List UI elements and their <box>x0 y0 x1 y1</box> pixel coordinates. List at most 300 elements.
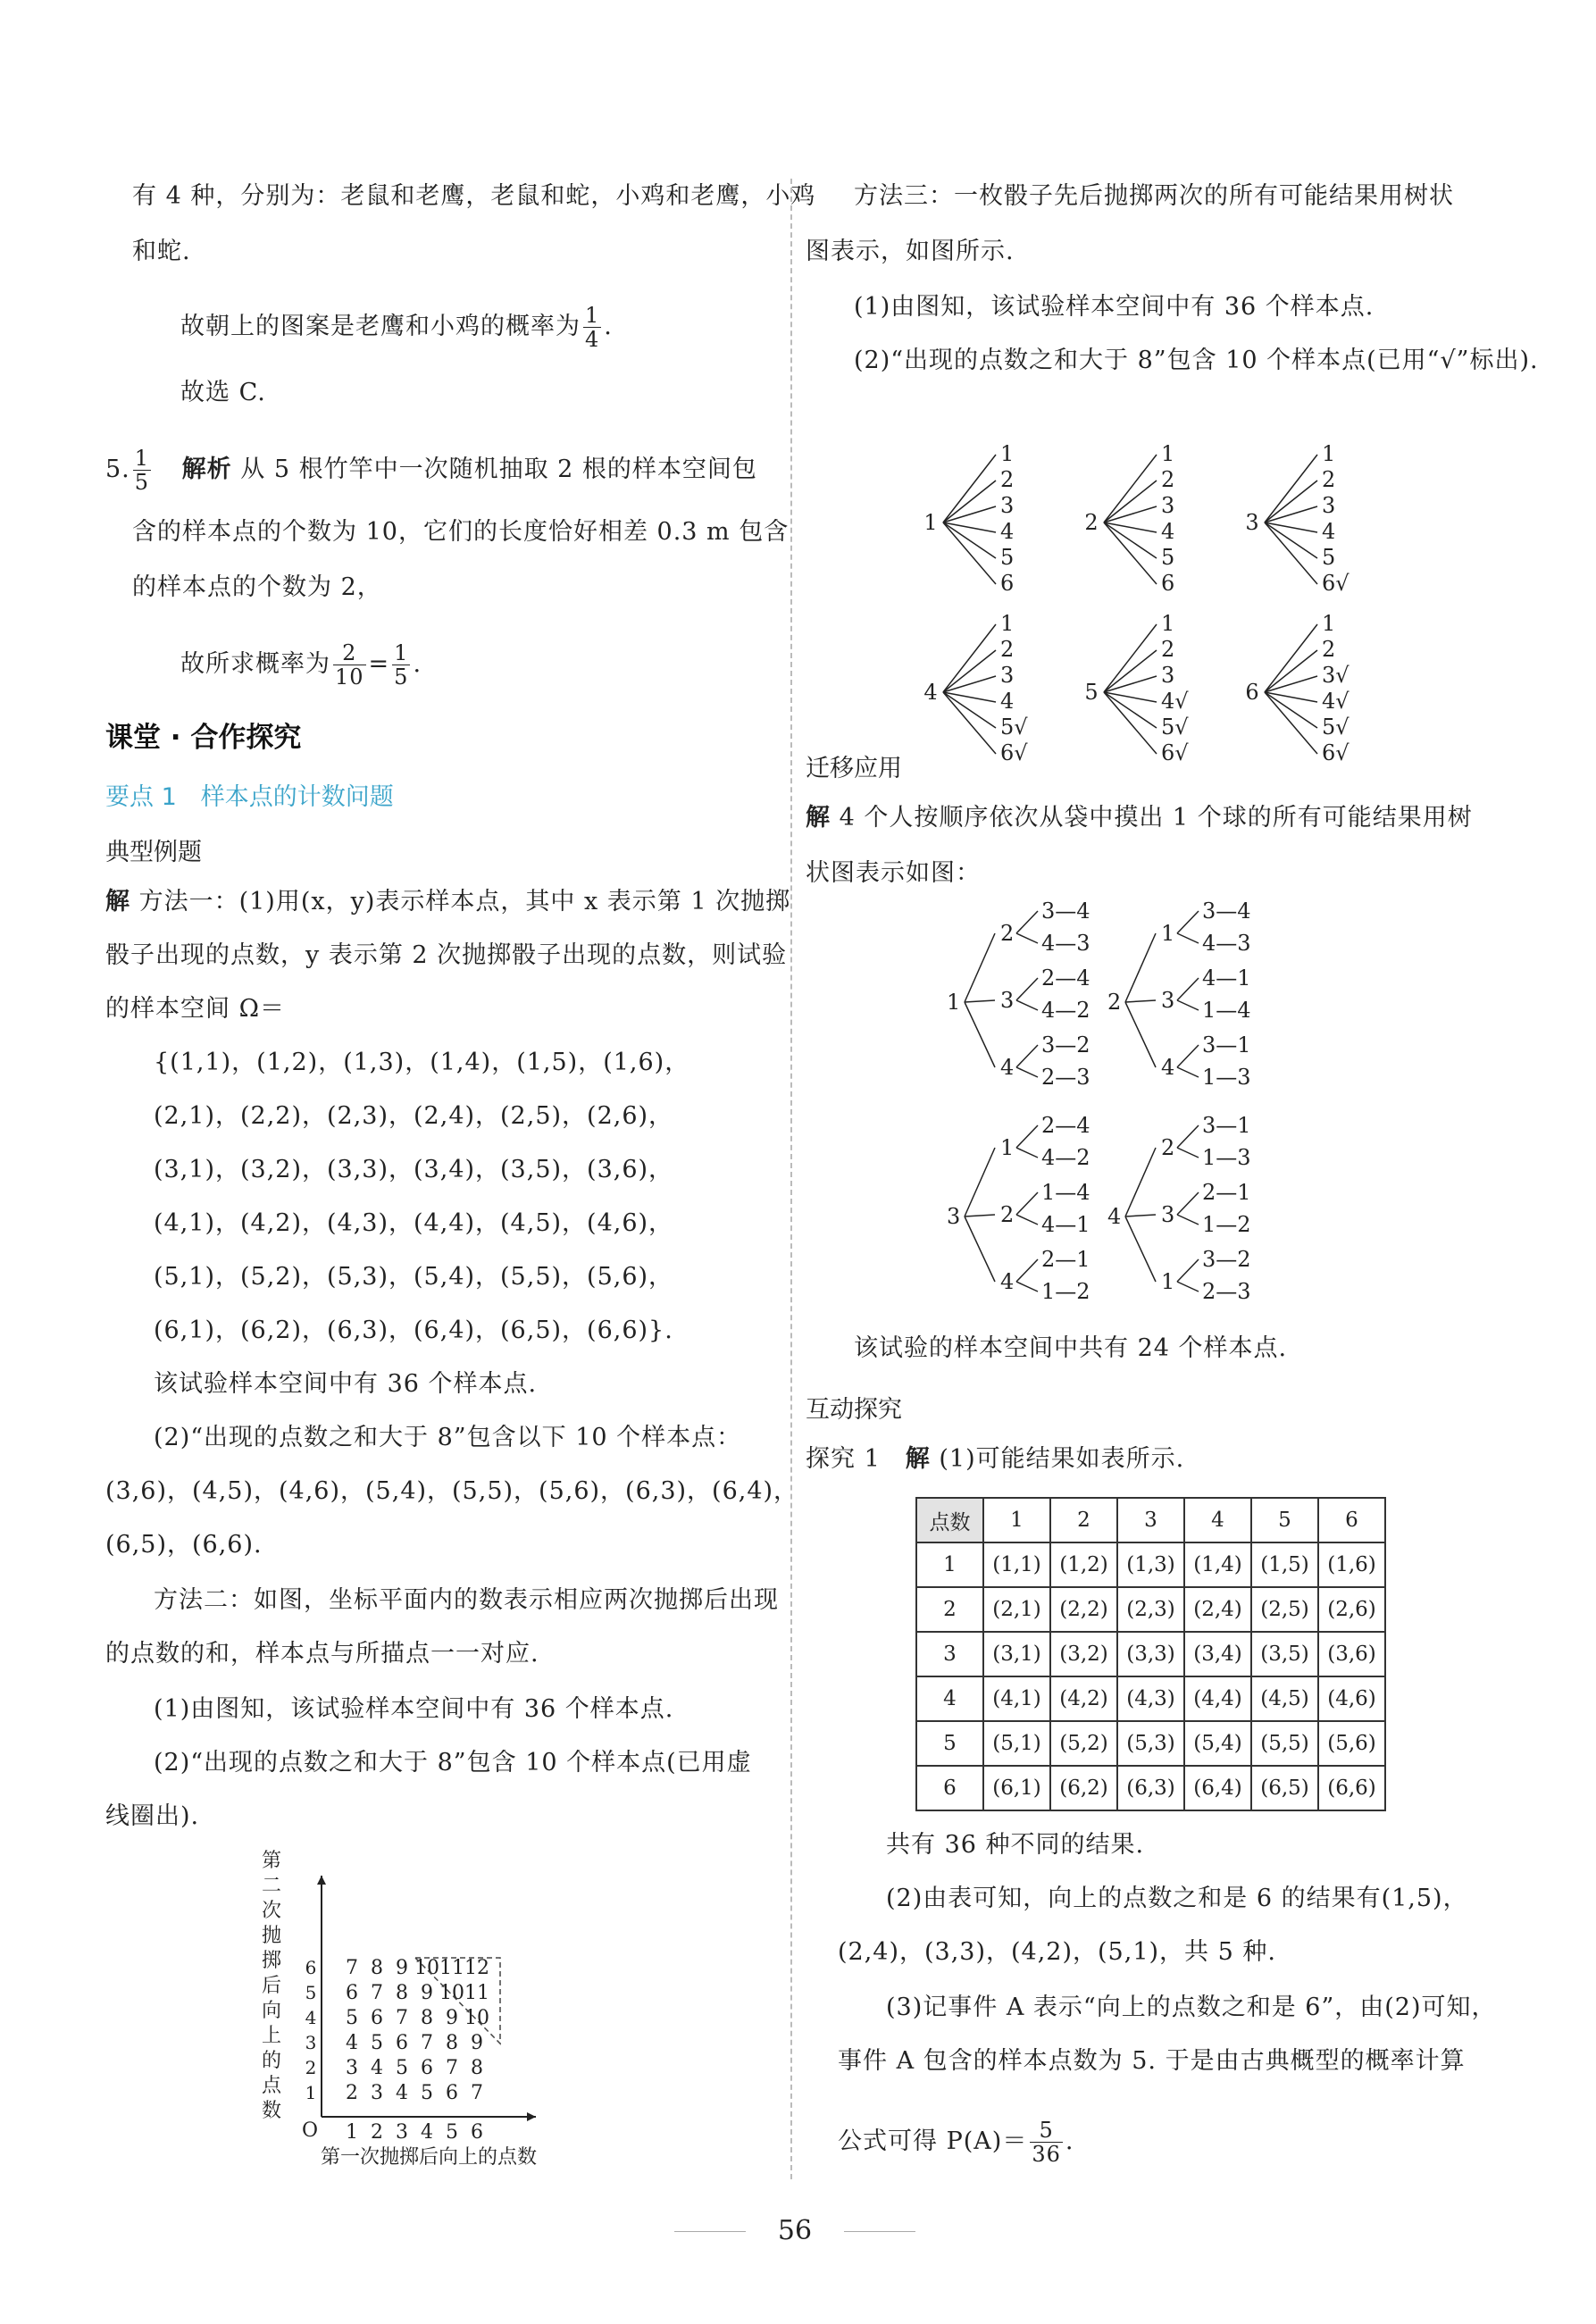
sum-value: 4 <box>371 2057 383 2079</box>
text-line: 故朝上的图案是老鹰和小鸡的概率为 $\frac{1}{4}$ . <box>180 303 613 352</box>
tree-leaf: 4—1 <box>1202 966 1251 991</box>
tree-leaf: 3 <box>1161 493 1175 518</box>
tree-branch <box>1016 1045 1038 1067</box>
tree-branch <box>1177 1192 1199 1215</box>
table-cell: (4,6) <box>1318 1676 1385 1721</box>
table-cell: (1,2) <box>1050 1542 1117 1587</box>
tree-leaf: 5√ <box>1000 715 1028 740</box>
text-line: (1)由图知，该试验样本空间中有 36 个样本点. <box>154 1695 674 1723</box>
tree-leaf: 1—2 <box>1202 1212 1251 1237</box>
tree-branch <box>1125 1215 1156 1216</box>
tree-branch <box>1016 1259 1038 1282</box>
tree-leaf: 3—4 <box>1202 899 1251 924</box>
tree-branch <box>1104 481 1157 522</box>
tree-leaf: 5 <box>1161 545 1175 570</box>
sum-value: 6 <box>371 2007 383 2029</box>
tree-branch <box>1265 506 1317 522</box>
sum-value: 3 <box>346 2057 358 2079</box>
text-line: (2)由表可知，向上的点数之和是 6 的结果有(1,5)， <box>886 1885 1468 1912</box>
tree-node: 3 <box>1161 988 1175 1013</box>
tree-node: 2 <box>1000 921 1015 946</box>
table-cell: (2,4) <box>1184 1587 1251 1632</box>
sum-value: 8 <box>471 2057 483 2079</box>
tree-root: 4 <box>1107 1204 1122 1229</box>
row-header: 5 <box>916 1721 983 1766</box>
text-line: (2)“出现的点数之和大于 8”包含 10 个样本点(已用虚 <box>154 1749 752 1776</box>
tree-branch <box>1265 650 1317 692</box>
tree-branch <box>1177 1259 1199 1282</box>
tree-root: 1 <box>947 990 961 1015</box>
text-line: 的点数的和，样本点与所描点一一对应. <box>105 1640 539 1668</box>
tree-leaf: 1 <box>1322 611 1336 636</box>
tree-leaf: 2 <box>1161 637 1175 662</box>
sum-value: 9 <box>446 2007 458 2029</box>
table-cell: (6,4) <box>1184 1766 1251 1810</box>
sum-value: 7 <box>471 2082 483 2104</box>
table-cell: (5,3) <box>1117 1721 1184 1766</box>
tree-branch <box>1177 911 1199 933</box>
text-line: 解 4 个人按顺序依次从袋中摸出 1 个球的所有可能结果用树 <box>806 804 1473 832</box>
tree-leaf: 3—1 <box>1202 1032 1251 1058</box>
sum-value: 4 <box>396 2082 408 2104</box>
tree-branch <box>965 1215 995 1216</box>
table-header-row <box>916 1498 1385 1542</box>
fraction: $\frac{5}{36}$ <box>1032 2118 1061 2167</box>
tree-branch <box>1125 1000 1156 1002</box>
fraction: $\frac{1}{5}$ <box>394 640 409 690</box>
row-header: 2 <box>916 1587 983 1632</box>
tree-leaf: 2 <box>1000 467 1015 492</box>
row-header: 1 <box>916 1542 983 1587</box>
sum-value: 5 <box>371 2032 383 2054</box>
x-tick-label: 1 <box>346 2121 358 2144</box>
tree-leaf: 6√ <box>1322 571 1349 596</box>
perm-tree <box>947 899 1090 1090</box>
tree-branch <box>1016 1148 1038 1158</box>
table-cell: (2,6) <box>1318 1587 1385 1632</box>
x-tick-label: 4 <box>421 2121 433 2144</box>
text-line: 探究 1 解 (1)可能结果如表所示. <box>806 1445 1185 1473</box>
tree-node: 4 <box>1161 1055 1175 1080</box>
sum-grid-figure <box>259 1849 616 2170</box>
tree-leaf: 1 <box>1161 441 1175 466</box>
interactive-title: 互动探究 <box>806 1396 902 1424</box>
tree-leaf: 6√ <box>1322 740 1349 765</box>
tree-leaf: 4 <box>1000 689 1015 714</box>
tree-branch <box>1104 650 1157 692</box>
table-cell: (2,5) <box>1251 1587 1318 1632</box>
table-cell: (3,4) <box>1184 1632 1251 1676</box>
table-corner: 点数 <box>916 1498 983 1542</box>
tree-leaf: 2—4 <box>1041 966 1090 991</box>
column-header: 3 <box>1117 1498 1184 1542</box>
tree-leaf: 4 <box>1322 519 1336 544</box>
text-line: (3)记事件 A 表示“向上的点数之和是 6”，由(2)可知， <box>886 1994 1497 2021</box>
text: 故朝上的图案是老鹰和小鸡的概率为 <box>180 313 581 340</box>
tree-node: 2 <box>1000 1202 1015 1227</box>
tree-leaf: 1—3 <box>1202 1065 1251 1090</box>
tree-leaf: 3—4 <box>1041 899 1090 924</box>
sum-value: 5 <box>421 2082 433 2104</box>
tree-leaf: 1—2 <box>1041 1279 1090 1304</box>
table-cell: (6,5) <box>1251 1766 1318 1810</box>
text-line: 骰子出现的点数，y 表示第 2 次抛掷骰子出现的点数，则试验 <box>105 941 788 969</box>
tree-branch <box>1016 1192 1038 1215</box>
tree-leaf: 2—4 <box>1041 1113 1090 1138</box>
text-line: 线圈出). <box>105 1802 200 1830</box>
tree-branch <box>965 933 995 1002</box>
dice-tree-diagram <box>911 393 1411 765</box>
table-cell: (5,2) <box>1050 1721 1117 1766</box>
jie-label: 解 <box>806 804 831 832</box>
tree-leaf: 4—3 <box>1041 931 1090 956</box>
y-axis-label: 向 <box>261 2000 282 2022</box>
tree-branch <box>1265 481 1317 522</box>
tree-leaf: 2—3 <box>1041 1065 1090 1090</box>
tree-leaf: 4√ <box>1161 689 1189 714</box>
fraction: $\frac{1}{5}$ <box>134 446 150 495</box>
tree-branch <box>1177 1000 1199 1010</box>
y-axis-label: 第 <box>261 1850 282 1872</box>
tree-branch <box>1177 1282 1199 1292</box>
table-cell: (6,3) <box>1117 1766 1184 1810</box>
tree-leaf: 2—3 <box>1202 1279 1251 1304</box>
transfer-title: 迁移应用 <box>806 755 902 782</box>
tree-leaf: 3—2 <box>1041 1032 1090 1058</box>
table-cell: (2,1) <box>983 1587 1050 1632</box>
jiexi-label: 解析 <box>181 456 232 483</box>
y-tick-label: 3 <box>305 2032 317 2053</box>
tree-branch <box>1177 1045 1199 1067</box>
permutation-tree-diagram <box>929 899 1429 1322</box>
tree-leaf: 2—1 <box>1041 1247 1090 1272</box>
tree-leaf: 6√ <box>1161 740 1189 765</box>
tree-branch <box>1016 978 1038 1000</box>
tree-node: 1 <box>1000 1135 1015 1160</box>
tree-branch <box>1265 676 1317 692</box>
sum-value: 8 <box>371 1957 383 1979</box>
table-cell: (3,2) <box>1050 1632 1117 1676</box>
omega-row: (2,1)，(2,2)，(2,3)，(2,4)，(2,5)，(2,6)， <box>154 1102 674 1130</box>
tree-leaf: 3 <box>1000 663 1015 688</box>
text-line: 解 方法一：(1)用(x，y)表示样本点，其中 x 表示第 1 次抛掷 <box>105 888 791 915</box>
tree-branch <box>1265 455 1317 522</box>
question-5-line: 5. $\frac{1}{5}$ 解析 从 5 根竹竿中一次随机抽取 2 根的样本空间包 <box>105 446 757 495</box>
tree-branch <box>965 1148 995 1216</box>
text-line: 状图表示如图： <box>806 859 981 887</box>
sum-value: 7 <box>371 1982 383 2004</box>
tree-leaf: 4√ <box>1322 689 1349 714</box>
text-line: 该试验的样本空间中共有 24 个样本点. <box>854 1334 1288 1362</box>
dice-tree <box>923 441 1014 596</box>
table-cell: (2,2) <box>1050 1587 1117 1632</box>
table-cell: (4,5) <box>1251 1676 1318 1721</box>
table-cell: (5,5) <box>1251 1721 1318 1766</box>
tree-leaf: 5√ <box>1322 715 1349 740</box>
y-axis-label: 点 <box>261 2075 282 2097</box>
tree-leaf: 1—3 <box>1202 1145 1251 1170</box>
tree-branch <box>1016 1125 1038 1148</box>
tree-branch <box>1177 1215 1199 1225</box>
row-header: 4 <box>916 1676 983 1721</box>
point-title: 要点 1 样本点的计数问题 <box>105 783 394 811</box>
sum-value: 11 <box>439 1957 464 1979</box>
tree-branch <box>943 624 996 692</box>
tree-root: 3 <box>1245 510 1259 535</box>
y-axis-label: 抛 <box>261 1925 282 1947</box>
omega-row: (4,1)，(4,2)，(4,3)，(4,4)，(4,5)，(4,6)， <box>154 1209 674 1237</box>
x-arrow <box>527 2112 536 2121</box>
omega-row: (6,1)，(6,2)，(6,3)，(6,4)，(6,5)，(6,6)}. <box>154 1317 673 1344</box>
tree-leaf: 6 <box>1000 571 1015 596</box>
sum-value: 10 <box>439 1982 464 2004</box>
perm-tree <box>1107 899 1251 1090</box>
tree-leaf: 2 <box>1000 637 1015 662</box>
tree-branch <box>1125 1148 1156 1216</box>
tree-branch <box>1104 624 1157 692</box>
text-line: 故所求概率为 $\frac{2}{10}$ = $\frac{1}{5}$ . <box>180 640 422 690</box>
sum-value: 12 <box>464 1957 489 1979</box>
table-cell: (1,1) <box>983 1542 1050 1587</box>
table-cell: (5,4) <box>1184 1721 1251 1766</box>
dice-tree <box>1245 441 1349 596</box>
table-row <box>916 1632 1385 1676</box>
table-cell: (6,2) <box>1050 1766 1117 1810</box>
text-line: 该试验样本空间中有 36 个样本点. <box>154 1370 538 1398</box>
sum-value: 2 <box>346 2082 358 2104</box>
tree-leaf: 2 <box>1322 467 1336 492</box>
sum-value: 8 <box>421 2007 433 2029</box>
column-header: 4 <box>1184 1498 1251 1542</box>
table-cell: (2,3) <box>1117 1587 1184 1632</box>
table-cell: (3,5) <box>1251 1632 1318 1676</box>
tree-branch <box>1016 1067 1038 1077</box>
text-line: 事件 A 包含的样本点数为 5. 于是由古典概型的概率计算 <box>838 2047 1466 2075</box>
text-line: (2)“出现的点数之和大于 8”包含以下 10 个样本点： <box>154 1424 742 1451</box>
tree-leaf: 4 <box>1000 519 1015 544</box>
column-divider <box>790 179 792 2179</box>
tree-root: 5 <box>1084 680 1099 705</box>
x-axis-label: 第一次抛掷后向上的点数 <box>320 2146 538 2169</box>
text-line: 的样本空间 Ω＝ <box>105 995 285 1023</box>
tree-leaf: 1—4 <box>1202 998 1251 1023</box>
tree-leaf: 1 <box>1322 441 1336 466</box>
sum-value: 6 <box>396 2032 408 2054</box>
tree-branch <box>1016 911 1038 933</box>
omega-row: (5,1)，(5,2)，(5,3)，(5,4)，(5,5)，(5,6)， <box>154 1263 674 1291</box>
column-header: 1 <box>983 1498 1050 1542</box>
table-cell: (6,6) <box>1318 1766 1385 1810</box>
tree-leaf: 4 <box>1161 519 1175 544</box>
x-tick-label: 3 <box>396 2121 408 2144</box>
dice-tree <box>1084 441 1174 596</box>
tree-branch <box>943 455 996 522</box>
tree-leaf: 1 <box>1000 611 1015 636</box>
tree-branch <box>943 650 996 692</box>
tree-leaf: 5 <box>1000 545 1015 570</box>
tree-root: 2 <box>1107 990 1122 1015</box>
tree-leaf: 2—1 <box>1202 1180 1251 1205</box>
tree-branch <box>1125 1216 1156 1282</box>
text-line: 的样本点的个数为 2， <box>132 573 382 601</box>
tree-node: 3 <box>1000 988 1015 1013</box>
y-tick-label: 5 <box>305 1982 317 2003</box>
text-line: 方法二：如图，坐标平面内的数表示相应两次抛掷后出现 <box>154 1586 779 1614</box>
tree-leaf: 5√ <box>1161 715 1189 740</box>
sum-value: 6 <box>346 1982 358 2004</box>
y-axis-label: 的 <box>261 2050 282 2072</box>
tree-leaf: 6√ <box>1000 740 1028 765</box>
sum-value: 9 <box>396 1957 408 1979</box>
tree-leaf: 1 <box>1000 441 1015 466</box>
table-cell: (4,1) <box>983 1676 1050 1721</box>
text-line: 共有 36 种不同的结果. <box>886 1831 1145 1859</box>
column-header: 5 <box>1251 1498 1318 1542</box>
text-line: (6,5)，(6,6). <box>105 1531 263 1559</box>
sum-value: 7 <box>446 2057 458 2079</box>
tree-branch <box>965 1002 995 1067</box>
table-cell: (4,4) <box>1184 1676 1251 1721</box>
tree-leaf: 3 <box>1161 663 1175 688</box>
sum-value: 5 <box>346 2007 358 2029</box>
column-header: 2 <box>1050 1498 1117 1542</box>
y-axis-label: 数 <box>261 2100 282 2122</box>
tree-leaf: 1 <box>1161 611 1175 636</box>
y-tick-label: 4 <box>305 2007 317 2028</box>
jie-label: 解 <box>105 888 130 915</box>
tree-branch <box>1177 1067 1199 1077</box>
tree-branch <box>943 506 996 522</box>
tree-branch <box>1125 1002 1156 1067</box>
fraction: $\frac{1}{4}$ <box>585 303 600 352</box>
table-cell: (3,1) <box>983 1632 1050 1676</box>
table-row <box>916 1766 1385 1810</box>
tree-branch <box>1104 455 1157 522</box>
sum-value: 5 <box>396 2057 408 2079</box>
tree-leaf: 3√ <box>1322 663 1349 688</box>
table-row <box>916 1542 1385 1587</box>
y-arrow <box>317 1876 326 1885</box>
sum-value: 10 <box>464 2007 489 2029</box>
omega-row: (3,1)，(3,2)，(3,3)，(3,4)，(3,5)，(3,6)， <box>154 1156 674 1183</box>
y-axis-label: 掷 <box>261 1950 282 1972</box>
table-cell: (3,6) <box>1318 1632 1385 1676</box>
tree-leaf: 3—1 <box>1202 1113 1251 1138</box>
perm-tree <box>1107 1113 1251 1304</box>
tree-branch <box>1265 624 1317 692</box>
tree-leaf: 4—1 <box>1041 1212 1090 1237</box>
table-cell: (3,3) <box>1117 1632 1184 1676</box>
table-cell: (6,1) <box>983 1766 1050 1810</box>
sum-value: 7 <box>421 2032 433 2054</box>
tree-branch <box>1016 933 1038 943</box>
sum-value: 7 <box>346 1957 358 1979</box>
dice-tree <box>1084 611 1189 765</box>
section-title: 课堂 · 合作探究 <box>105 722 302 754</box>
tree-branch <box>1177 1125 1199 1148</box>
sum-value: 10 <box>414 1957 439 1979</box>
tree-node: 1 <box>1161 1269 1175 1294</box>
tree-leaf: 4—2 <box>1041 1145 1090 1170</box>
x-tick-label: 6 <box>471 2121 483 2144</box>
table-cell: (4,3) <box>1117 1676 1184 1721</box>
tree-root: 4 <box>923 680 938 705</box>
text-line: (3,6)，(4,5)，(4,6)，(5,4)，(5,5)，(5,6)，(6,3)，(6,4)， <box>105 1477 799 1505</box>
table-cell: (5,1) <box>983 1721 1050 1766</box>
tree-branch <box>1125 933 1156 1002</box>
table-cell: (4,2) <box>1050 1676 1117 1721</box>
tree-branch <box>943 481 996 522</box>
y-tick-label: 2 <box>305 2057 317 2078</box>
tree-leaf: 3—2 <box>1202 1247 1251 1272</box>
text-line: 图表示，如图所示. <box>806 238 1015 265</box>
tree-branch <box>1177 1148 1199 1158</box>
sum-value: 8 <box>396 1982 408 2004</box>
tree-branch <box>1016 1000 1038 1010</box>
page-number: 56 <box>741 2215 848 2246</box>
sum-value: 6 <box>421 2057 433 2079</box>
tree-node: 4 <box>1000 1269 1015 1294</box>
y-axis-label: 二 <box>261 1875 282 1897</box>
tree-leaf: 4—3 <box>1202 931 1251 956</box>
omega-row: {(1,1)，(1,2)，(1,3)，(1,4)，(1,5)，(1,6)， <box>154 1049 690 1076</box>
tree-leaf: 6 <box>1161 571 1175 596</box>
tree-branch <box>1177 978 1199 1000</box>
tree-leaf: 4—2 <box>1041 998 1090 1023</box>
tree-root: 3 <box>947 1204 961 1229</box>
sum-value: 9 <box>471 2032 483 2054</box>
table-cell: (1,3) <box>1117 1542 1184 1587</box>
tree-node: 1 <box>1161 921 1175 946</box>
column-header: 6 <box>1318 1498 1385 1542</box>
sum-value: 4 <box>346 2032 358 2054</box>
tree-branch <box>1177 933 1199 943</box>
tree-branch <box>1016 1215 1038 1225</box>
results-table <box>915 1497 1386 1811</box>
row-header: 6 <box>916 1766 983 1810</box>
table-row <box>916 1587 1385 1632</box>
dice-tree <box>1245 611 1349 765</box>
text-line: 有 4 种，分别为：老鼠和老鹰，老鼠和蛇，小鸡和老鹰，小鸡 <box>132 182 816 210</box>
tree-node: 2 <box>1161 1135 1175 1160</box>
tree-leaf: 3 <box>1322 493 1336 518</box>
tree-branch <box>943 676 996 692</box>
sum-value: 11 <box>464 1982 489 2004</box>
text-line: 方法三：一枚骰子先后抛掷两次的所有可能结果用树状 <box>854 182 1454 210</box>
table-row <box>916 1721 1385 1766</box>
fraction: $\frac{2}{10}$ <box>335 640 364 690</box>
y-tick-label: 6 <box>305 1957 317 1978</box>
sum-value: 9 <box>421 1982 433 2004</box>
tree-branch <box>965 1216 995 1282</box>
row-header: 3 <box>916 1632 983 1676</box>
tree-leaf: 3 <box>1000 493 1015 518</box>
x-tick-label: 2 <box>371 2121 383 2144</box>
example-title: 典型例题 <box>105 839 202 866</box>
tree-node: 4 <box>1000 1055 1015 1080</box>
tree-leaf: 2 <box>1322 637 1336 662</box>
x-tick-label: 5 <box>446 2121 458 2144</box>
text-line: 公式可得 P(A)＝ $\frac{5}{36}$ . <box>838 2118 1074 2167</box>
sum-value: 3 <box>371 2082 383 2104</box>
sum-value: 6 <box>446 2082 458 2104</box>
y-axis-label: 后 <box>261 1975 282 1997</box>
text-line: (1)由图知，该试验样本空间中有 36 个样本点. <box>854 293 1375 321</box>
text-line: 和蛇. <box>132 238 191 265</box>
y-tick-label: 1 <box>305 2082 317 2103</box>
dice-tree <box>923 611 1028 765</box>
table-cell: (1,5) <box>1251 1542 1318 1587</box>
